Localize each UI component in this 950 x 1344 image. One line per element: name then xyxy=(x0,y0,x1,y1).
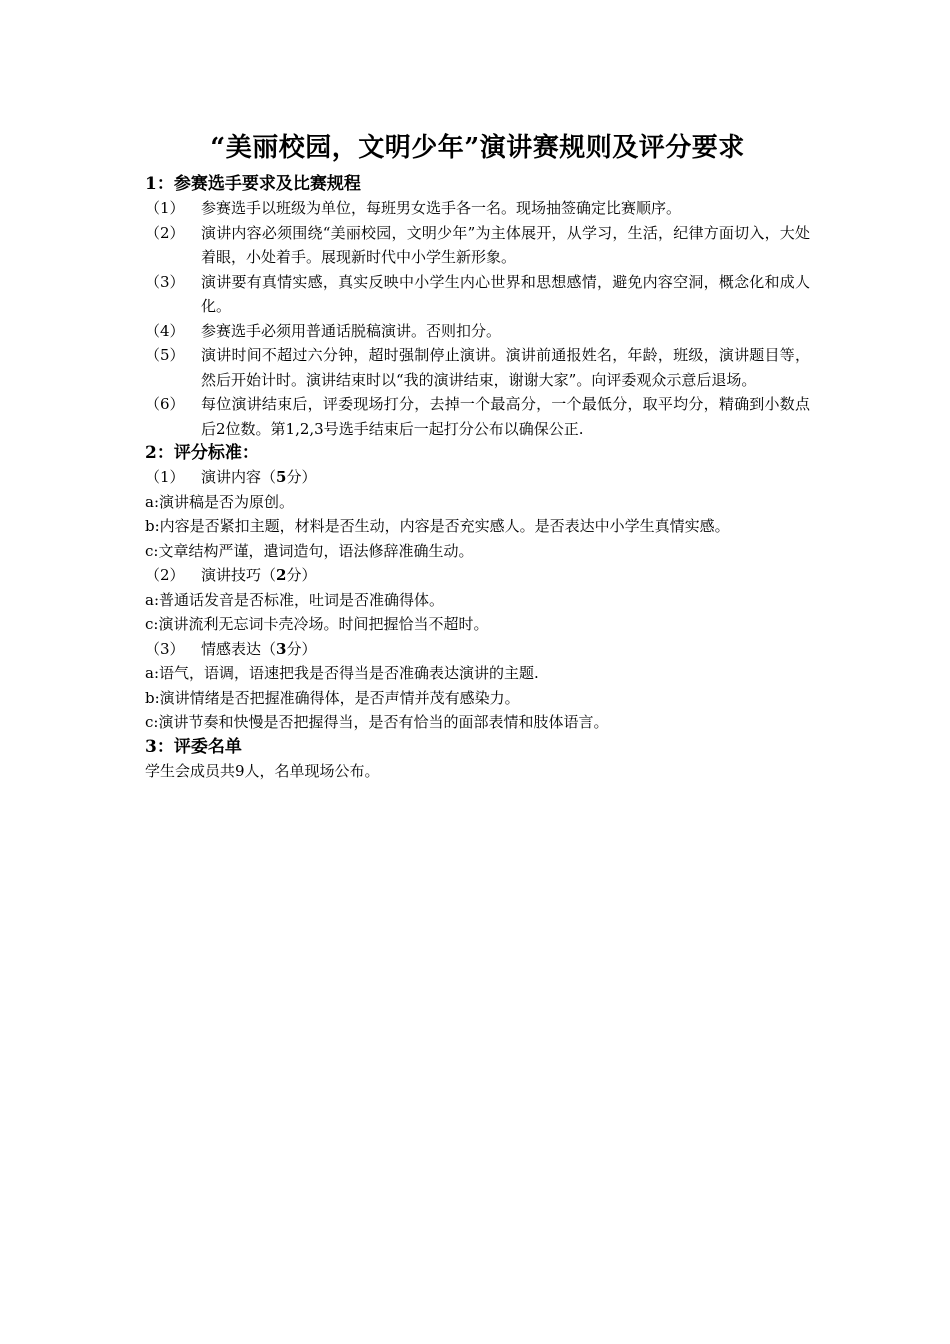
rule-item xyxy=(145,343,810,392)
rule-item xyxy=(145,221,810,270)
section-2-heading: 2：评分标准： xyxy=(145,443,259,463)
category-label: 演讲技巧（2分） xyxy=(201,566,317,584)
criterion-line: c:文章结构严谨，遣词造句，语法修辞准确生动。 xyxy=(145,541,474,560)
rule-number: （5） xyxy=(145,346,185,364)
criterion-line: a:演讲稿是否为原创。 xyxy=(145,492,294,511)
criterion-line: b:内容是否紧扣主题，材料是否生动，内容是否充实感人。是否表达中小学生真情实感。 xyxy=(145,517,730,535)
criterion-line: c:演讲节奏和快慢是否把握得当，是否有恰当的面部表情和肢体语言。 xyxy=(145,713,609,731)
rule-item xyxy=(145,392,810,441)
judges-text: 学生会成员共9人，名单现场公布。 xyxy=(145,761,380,780)
scoring-category xyxy=(145,563,810,588)
rule-text: 演讲要有真情实感，真实反映中小学生内心世界和思想感情，避免内容空洞，概念化和成人化。 xyxy=(201,272,810,315)
rule-text: 参赛选手以班级为单位，每班男女选手各一名。现场抽签确定比赛顺序。 xyxy=(201,199,682,217)
rule-number: （3） xyxy=(145,272,185,291)
rule-number: （4） xyxy=(145,321,185,340)
rule-number: （2） xyxy=(145,223,185,242)
scoring-group-content xyxy=(145,465,810,563)
category-label: 情感表达（3分） xyxy=(201,639,317,658)
category-label: 演讲内容（5分） xyxy=(201,468,317,486)
rule-text: 演讲时间不超过六分钟，超时强制停止演讲。演讲前通报姓名，年龄，班级，演讲题目等，然后开始计时。演讲结束时以“我的演讲结束，谢谢大家”。向评委观众示意后退场。 xyxy=(201,346,810,389)
category-points: 2 xyxy=(276,566,287,584)
criterion-line: a:普通话发音是否标准，吐词是否准确得体。 xyxy=(145,590,444,609)
category-number: （1） xyxy=(145,468,185,486)
document-page xyxy=(145,128,810,783)
category-points: 3 xyxy=(276,639,287,658)
scoring-group-skill xyxy=(145,563,810,637)
section-3-heading: 3：评委名单 xyxy=(145,736,242,757)
rule-number: （6） xyxy=(145,395,185,413)
category-number: （2） xyxy=(145,566,185,584)
scoring-category xyxy=(145,465,810,490)
rule-item xyxy=(145,196,810,221)
scoring-group-emotion xyxy=(145,637,810,735)
rule-item xyxy=(145,319,810,344)
category-points: 5 xyxy=(276,468,287,486)
rule-number: （1） xyxy=(145,199,185,217)
rule-text: 参赛选手必须用普通话脱稿演讲。否则扣分。 xyxy=(201,321,502,340)
document-title: “美丽校园，文明少年”演讲赛规则及评分要求 xyxy=(210,133,745,163)
category-number: （3） xyxy=(145,639,185,658)
section-1-rules xyxy=(145,196,810,441)
rule-item xyxy=(145,270,810,319)
criterion-line: a:语气，语调，语速把我是否得当是否准确表达演讲的主题. xyxy=(145,664,539,682)
rule-text: 每位演讲结束后，评委现场打分，去掉一个最高分，一个最低分，取平均分，精确到小数点后2位数。第1,2,3号选手结束后一起打分公布以确保公正. xyxy=(201,395,810,438)
criterion-line: b:演讲情绪是否把握准确得体，是否声情并茂有感染力。 xyxy=(145,688,520,707)
section-1-heading: 1：参赛选手要求及比赛规程 xyxy=(145,174,361,194)
scoring-category xyxy=(145,637,810,662)
rule-text: 演讲内容必须围绕“美丽校园，文明少年”为主体展开，从学习，生活，纪律方面切入，大处着眼，小处着手。展现新时代中小学生新形象。 xyxy=(201,223,810,266)
criterion-line: c:演讲流利无忘词卡壳冷场。时间把握恰当不超时。 xyxy=(145,615,489,633)
